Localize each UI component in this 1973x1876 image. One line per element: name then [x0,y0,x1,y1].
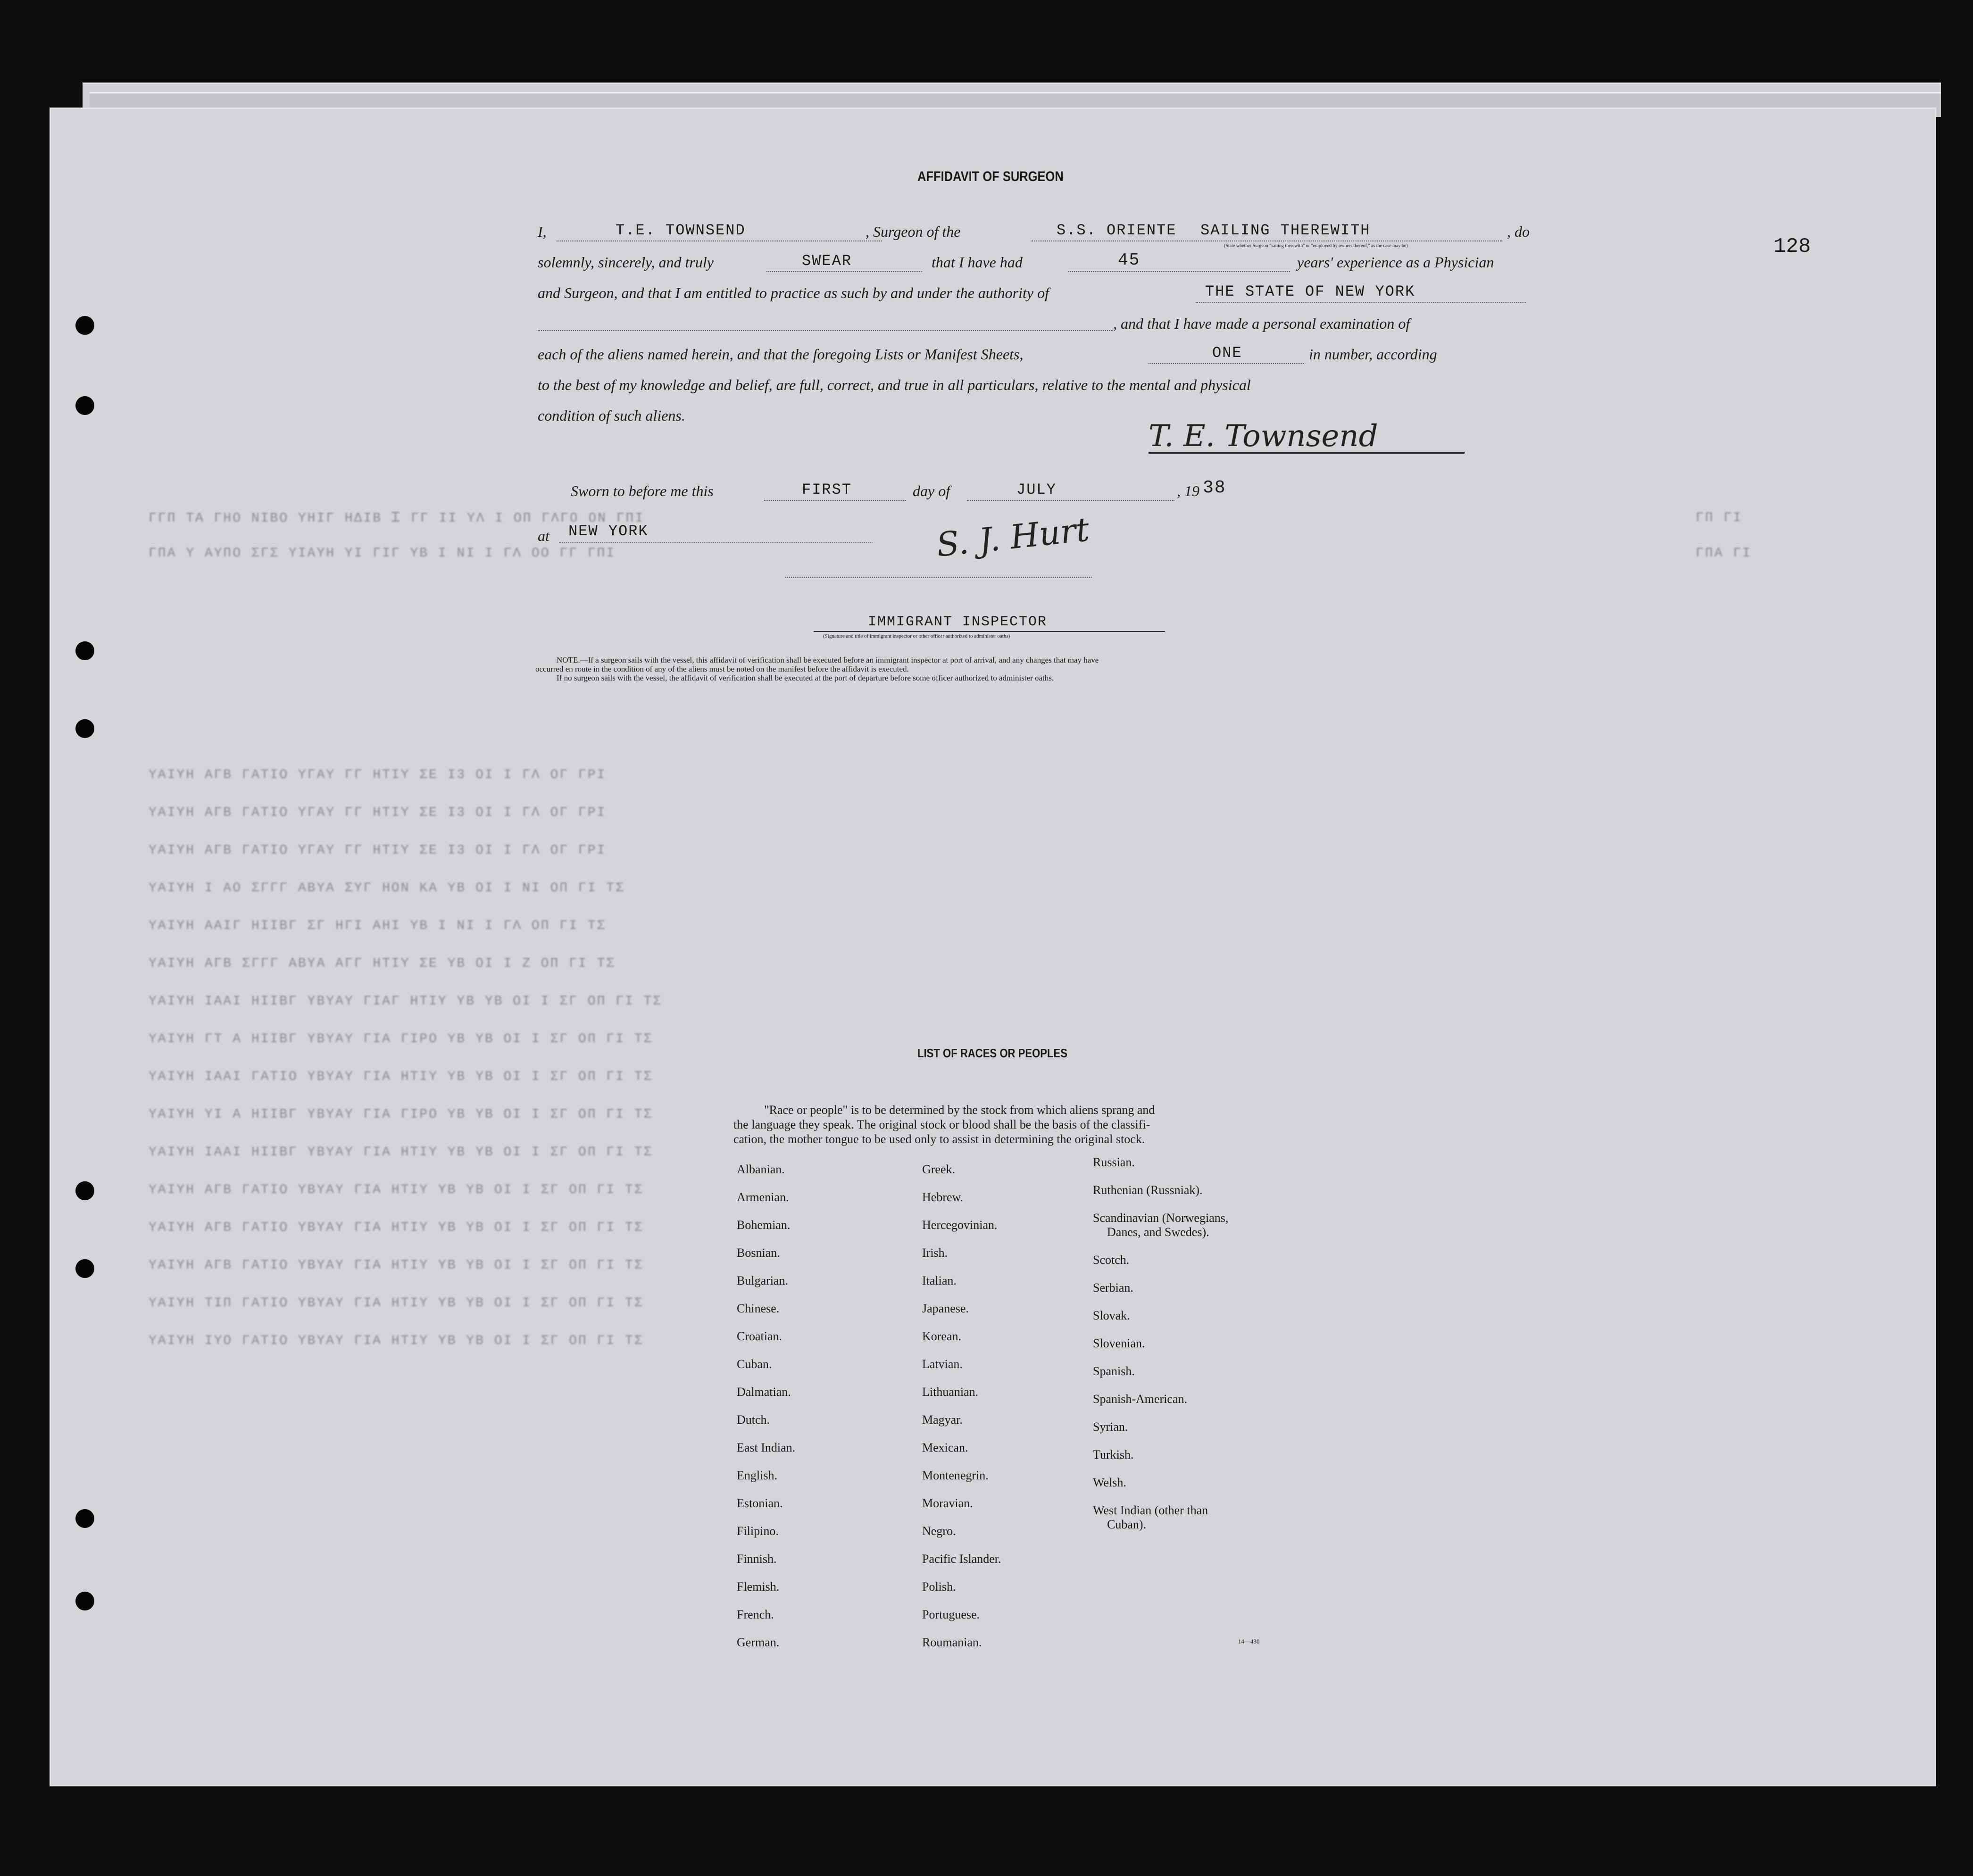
race-item: Turkish. [1093,1448,1134,1461]
race-item: Latvian. [922,1357,963,1371]
oath-word: SWEAR [802,252,852,270]
race-item: Bulgarian. [737,1274,789,1287]
race-item: German. [737,1635,780,1649]
race-item: Montenegrin. [922,1469,989,1482]
sheet-count: ONE [1212,344,1242,362]
page-number: 128 [1773,235,1811,258]
race-item: Serbian. [1093,1281,1133,1295]
race-item: Greek. [922,1162,956,1176]
race-item: Negro. [922,1524,956,1538]
race-item: Bosnian. [737,1246,780,1260]
race-item: Filipino. [737,1524,779,1538]
inspector-note: (Signature and title of immigrant inspector or other officer authorized to administer oaths) [823,633,1010,639]
punch-hole [75,316,94,335]
sailing-status: SAILING THEREWITH [1200,222,1371,239]
race-item: Japanese. [922,1302,969,1315]
form-page: 128 ΓΓΠ ΤΑ ΓΗΟ ΝΙΒΟ ΥΗΙΓ ΗΔΙΒ Ꮖ ΓΓ ΙΙ ΥΛ Ι ΟΠ ΓΛΓΟ ΟΝ ΓΠΙ ΓΠΑ Υ ΑΥΠΟ ΣΓΣ ΥΙΑΥΗ ΥΙ ΓΙΓ ΥΒ Ι ΝΙ Ι ΓΛ ΟΟ ΓΓ ΓΠΙ ΓΠ ΓΙ ΓΠΑ ΓΙ ΥΑΙΥΗ ΑΓΒ ΓΑΤΙΟ ΥΓΑΥ ΓΓ ΗΤΙΥ ΣΕ Ι3 ΟΙ Ι ΓΛ ΟΓ ΓΡΙ ΥΑΙΥΗ ΑΓΒ ΓΑΤΙΟ ΥΓΑΥ ΓΓ ΗΤΙΥ ΣΕ Ι3 ΟΙ Ι ΓΛ ΟΓ ΓΡΙ ΥΑΙΥΗ ΑΓΒ ΓΑΤΙΟ ΥΓΑΥ ΓΓ ΗΤΙΥ ΣΕ Ι3 ΟΙ Ι ΓΛ ΟΓ ΓΡΙ ΥΑΙΥΗ Ι ΑΟ ΣΓΓΓ ΑΒΥΑ ΣΥΓ ΗΟΝ ΚΑ ΥΒ ΟΙ Ι ΝΙ ΟΠ ΓΙ ΤΣ ΥΑΙΥΗ ΑΑΙΓ ΗΙΙΒΓ ΣΓ ΗΓΙ ΑΗΙ ΥΒ Ι ΝΙ Ι ΓΛ ΟΠ ΓΙ ΤΣ ΥΑΙΥΗ ΑΓΒ ΣΓΓΓ ΑΒΥΑ ΑΓΓ ΗΤΙΥ ΣΕ ΥΒ ΟΙ Ι Ζ ΟΠ ΓΙ ΤΣ ΥΑΙΥΗ ΙΑΑΙ ΗΙΙΒΓ ΥΒΥΑΥ ΓΙΑΓ ΗΤΙΥ ΥΒ ΥΒ ΟΙ Ι ΣΓ ΟΠ ΓΙ ΤΣ ΥΑΙΥΗ ΓΤ Α ΗΙΙΒΓ ΥΒΥΑΥ ΓΙΑ ΓΙΡΟ ΥΒ ΥΒ ΟΙ Ι ΣΓ ΟΠ ΓΙ ΤΣ ΥΑΙΥΗ ΙΑΑΙ ΓΑΤΙΟ ΥΒΥΑΥ ΓΙΑ ΗΤΙΥ ΥΒ ΥΒ ΟΙ Ι ΣΓ ΟΠ ΓΙ ΤΣ ΥΑΙΥΗ ΥΙ Α ΗΙΙΒΓ ΥΒΥΑΥ ΓΙΑ ΓΙΡΟ ΥΒ ΥΒ ΟΙ Ι ΣΓ ΟΠ ΓΙ ΤΣ ΥΑΙΥΗ ΙΑΑΙ ΗΙΙΒΓ ΥΒΥΑΥ ΓΙΑ ΗΤΙΥ ΥΒ ΥΒ ΟΙ Ι ΣΓ ΟΠ ΓΙ ΤΣ ΥΑΙΥΗ ΑΓΒ ΓΑΤΙΟ ΥΒΥΑΥ ΓΙΑ ΗΤΙΥ ΥΒ ΥΒ ΟΙ Ι ΣΓ ΟΠ ΓΙ ΤΣ ΥΑΙΥΗ ΑΓΒ ΓΑΤΙΟ ΥΒΥΑΥ ΓΙΑ ΗΤΙΥ ΥΒ ΥΒ ΟΙ Ι ΣΓ ΟΠ ΓΙ ΤΣ ΥΑΙΥΗ ΑΓΒ ΓΑΤΙΟ ΥΒΥΑΥ ΓΙΑ ΗΤΙΥ ΥΒ ΥΒ ΟΙ Ι ΣΓ ΟΠ ΓΙ ΤΣ ΥΑΙΥΗ ΤΙΠ ΓΑΤΙΟ ΥΒΥΑΥ ΓΙΑ ΗΤΙΥ ΥΒ ΥΒ ΟΙ Ι ΣΓ ΟΠ ΓΙ ΤΣ ΥΑΙΥΗ ΙΥΟ ΓΑΤΙΟ ΥΒΥΑΥ ΓΙΑ ΗΤΙΥ ΥΒ ΥΒ ΟΙ Ι ΣΓ ΟΠ ΓΙ ΤΣ AFFIDAVIT OF SURGEON I, T.E. TOWNSEND , Surgeon of the S.S. ORIENTE SAILING THEREWITH , do (State whether Surgeon "sailing therewith" or "employed by owners thereof," as the case may be) solemnly, sincerely, and truly SWEAR that I have had 45 years' experience as a Physician and Surgeon, and that I am entitled to practice as such by and under the authority of THE STATE OF NEW YORK , and that I have made a personal examination of each of the aliens named herein, and that the foregoing Lists or Manifest Sheets, ONE in number, according to the best of my knowledge and belief, are full, correct, and true in all particulars, relative to the mental and physical condition of such aliens. T. E. Townsend Sworn to before me this FIRST day of JULY , 19 38 at NEW YORK S. J. Hurt IMMIGRANT INSPECTOR (Signature and title of immigrant inspector or other officer authorized to administer oaths) NOTE.—If a surgeon sails with the vessel, this affidavit of verification shall be executed before an immigrant inspector at port of arrival, and any changes that may have occurred en route in the condition of any of the aliens must be noted on the manifest before the affidavit is executed. If no surgeon sails with the vessel, the affidavit of verification shall be executed at the port of departure before some officer authorized to administer oaths. LIST OF RACES OR PEOPLES "Race or people" is to be determined by the stock from which aliens sprang and the language they speak. The original stock or blood shall be the basis of the classifi- cation, the mother tongue to be used only to assist in determining the original stock. Albanian. Armenian. Bohemian. Bosnian. Bulgarian. Chinese. Croatian. Cuban. Dalmatian. Dutch. East Indian. English. Estonian. Filipino. Finnish. Flemish. French. German. Greek. Hebrew. Hercegovinian. Irish. Italian. Japanese. Korean. Latvian. Lithuanian. Magyar. Mexican. Montenegrin. Moravian. Negro. Pacific Islander. Polish. Portuguese. Roumanian. Russian. Ruthenian (Russniak). Scandinavian (Norwegians, Danes, and Swedes). Scotch. Serbian. Slovak. Slovenian. Spanish. Spanish-American. Syrian. Turkish. Welsh. West Indian (other than Cuban). 14—430 [50,108,1936,1786]
sailing-note: (State whether Surgeon "sailing therewith" or "employed by owners thereof," as the case may be) [1224,243,1408,249]
race-item: Roumanian. [922,1635,982,1649]
punch-hole [75,1259,94,1278]
race-item: Welsh. [1093,1476,1126,1489]
form-number: 14—430 [1238,1638,1260,1645]
race-item: Italian. [922,1274,957,1287]
race-item: Spanish-American. [1093,1392,1188,1406]
sworn-place: NEW YORK [568,523,649,540]
race-item: Dutch. [737,1413,770,1427]
race-item: Flemish. [737,1580,780,1594]
sworn-year: 38 [1203,478,1226,498]
race-item: Hebrew. [922,1190,964,1204]
race-item: French. [737,1608,774,1621]
race-item: Russian. [1093,1155,1135,1169]
race-item: Moravian. [922,1496,973,1510]
punch-hole [75,1509,94,1528]
race-item: Hercegovinian. [922,1218,998,1232]
race-item: English. [737,1469,777,1482]
race-item: East Indian. [737,1441,796,1454]
punch-hole [75,641,94,660]
race-item: Finnish. [737,1552,777,1566]
race-item: Korean. [922,1329,962,1343]
race-item: Danes, and Swedes). [1107,1225,1209,1239]
race-item: Spanish. [1093,1364,1135,1378]
punch-hole [75,719,94,738]
race-item: Irish. [922,1246,948,1260]
race-item: Slovenian. [1093,1336,1145,1350]
races-column-2 [922,1155,1001,1656]
race-item: Portuguese. [922,1608,980,1621]
races-column-3 [1093,1155,1228,1532]
race-item: Scandinavian (Norwegians, [1093,1211,1229,1225]
punch-hole [75,1181,94,1200]
punch-hole [75,1592,94,1610]
race-item: Polish. [922,1580,956,1594]
inspector-signature: S. J. Hurt [934,510,1091,564]
races-intro: "Race or people" is to be determined by the stock from which aliens sprang and the language they speak. The original stock or blood shall be the basis of the classifi- cation, the mother tongue to be used only to assist in determining the original stock. [733,1103,1155,1146]
race-item: Ruthenian (Russniak). [1093,1183,1203,1197]
race-item: Mexican. [922,1441,968,1454]
inspector-title: IMMIGRANT INSPECTOR [868,614,1048,630]
surgeon-signature: T. E. Townsend [1149,419,1378,454]
affidavit-line-6: to the best of my knowledge and belief, are full, correct, and true in all particulars, relative to the mental and physical [538,376,1251,393]
race-item: Scotch. [1093,1253,1130,1267]
race-item: Bohemian. [737,1218,791,1232]
affidavit-title: AFFIDAVIT OF SURGEON [917,169,1064,184]
races-column-1 [737,1155,795,1656]
sworn-day: FIRST [802,481,852,498]
race-item: Lithuanian. [922,1385,979,1399]
race-item: Pacific Islander. [922,1552,1001,1566]
authority: THE STATE OF NEW YORK [1205,283,1415,300]
race-item: Dalmatian. [737,1385,791,1399]
race-item: Slovak. [1093,1309,1130,1322]
race-item: Chinese. [737,1302,780,1315]
races-heading: LIST OF RACES OR PEOPLES [917,1046,1068,1060]
race-item: Cuban. [737,1357,772,1371]
race-item: Estonian. [737,1496,783,1510]
years-experience: 45 [1118,250,1141,270]
affidavit-line-7: condition of such aliens. [538,407,685,424]
race-item: Cuban). [1107,1518,1147,1531]
race-item: Magyar. [922,1413,963,1427]
punch-hole [75,396,94,415]
race-item: Albanian. [737,1162,785,1176]
race-item: West Indian (other than [1093,1503,1208,1517]
surgeon-name: T.E. TOWNSEND [616,222,746,239]
race-item: Armenian. [737,1190,789,1204]
affidavit-note: NOTE.—If a surgeon sails with the vessel, this affidavit of verification shall be executed before an immigrant inspector at port of arrival, and any changes that may have occurred en route in the condition of any of the aliens must be noted on the manifest before the affidavit is executed. If no surgeon sails with the vessel, the affidavit of verification shall be executed at the port of departure before some officer authorized to administer oaths. [535,656,1099,682]
ship-name: S.S. ORIENTE [1057,222,1177,239]
race-item: Croatian. [737,1329,783,1343]
sworn-month: JULY [1016,481,1057,498]
race-item: Syrian. [1093,1420,1128,1434]
